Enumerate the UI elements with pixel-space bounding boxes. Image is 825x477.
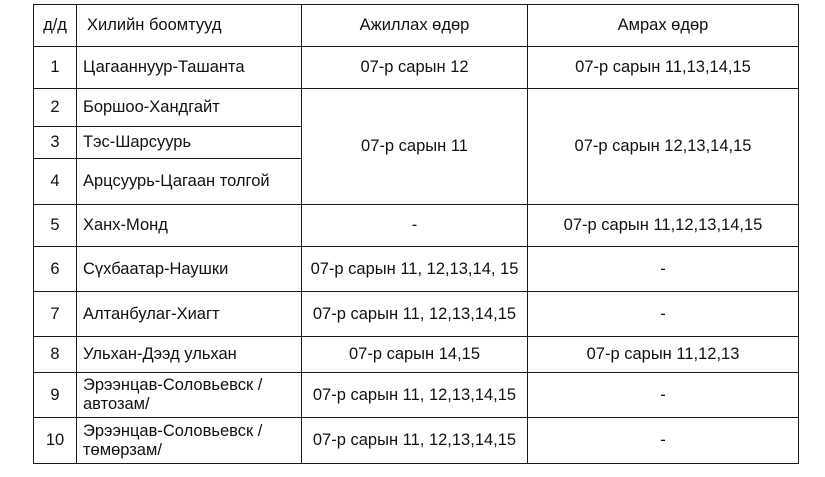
table-row (34, 337, 799, 373)
border-port-name: Тэс-Шарсуурь (77, 127, 302, 159)
border-port-name: Алтанбулаг-Хиагт (77, 292, 302, 337)
border-port-name: Ханх-Монд (77, 205, 302, 247)
row-number: 5 (34, 205, 77, 247)
row-number: 9 (34, 373, 77, 418)
rest-days: - (528, 247, 799, 292)
table-row (34, 205, 799, 247)
border-port-name: Арцсуурь-Цагаан толгой (77, 159, 302, 205)
working-days: 07-р сарын 11, 12,13,14,15 (302, 418, 528, 464)
working-days: 07-р сарын 11, 12,13,14,15 (302, 373, 528, 418)
working-days: 07-р сарын 12 (302, 47, 528, 89)
table-row (34, 292, 799, 337)
border-port-name: Боршоо-Хандгайт (77, 89, 302, 127)
table-row (34, 47, 799, 89)
rest-days: 07-р сарын 11,12,13,14,15 (528, 205, 799, 247)
header-number: д/д (34, 5, 77, 47)
row-number: 7 (34, 292, 77, 337)
rest-days-merged: 07-р сарын 12,13,14,15 (528, 89, 799, 205)
border-port-name: Ульхан-Дээд ульхан (77, 337, 302, 373)
working-days: - (302, 205, 528, 247)
row-number: 4 (34, 159, 77, 205)
border-port-name: Эрээнцав-Соловьевск /автозам/ (77, 373, 302, 418)
border-port-name: Эрээнцав-Соловьевск /төмөрзам/ (77, 418, 302, 464)
border-crossing-schedule-table (33, 4, 799, 464)
border-port-name: Сүхбаатар-Наушки (77, 247, 302, 292)
table-header-row (34, 5, 799, 47)
rest-days: 07-р сарын 11,12,13 (528, 337, 799, 373)
header-border-ports: Хилийн боомтууд (77, 5, 302, 47)
working-days: 07-р сарын 14,15 (302, 337, 528, 373)
row-number: 10 (34, 418, 77, 464)
rest-days: 07-р сарын 11,13,14,15 (528, 47, 799, 89)
border-port-name: Цагааннуур-Ташанта (77, 47, 302, 89)
working-days-merged: 07-р сарын 11 (302, 89, 528, 205)
table-row (34, 247, 799, 292)
row-number: 3 (34, 127, 77, 159)
row-number: 1 (34, 47, 77, 89)
header-working-day: Ажиллах өдөр (302, 5, 528, 47)
rest-days: - (528, 373, 799, 418)
row-number: 6 (34, 247, 77, 292)
row-number: 8 (34, 337, 77, 373)
row-number: 2 (34, 89, 77, 127)
working-days: 07-р сарын 11, 12,13,14, 15 (302, 247, 528, 292)
table-row (34, 373, 799, 418)
rest-days: - (528, 418, 799, 464)
working-days: 07-р сарын 11, 12,13,14,15 (302, 292, 528, 337)
header-rest-day: Амрах өдөр (528, 5, 799, 47)
rest-days: - (528, 292, 799, 337)
table-row (34, 89, 799, 127)
table-row (34, 418, 799, 464)
